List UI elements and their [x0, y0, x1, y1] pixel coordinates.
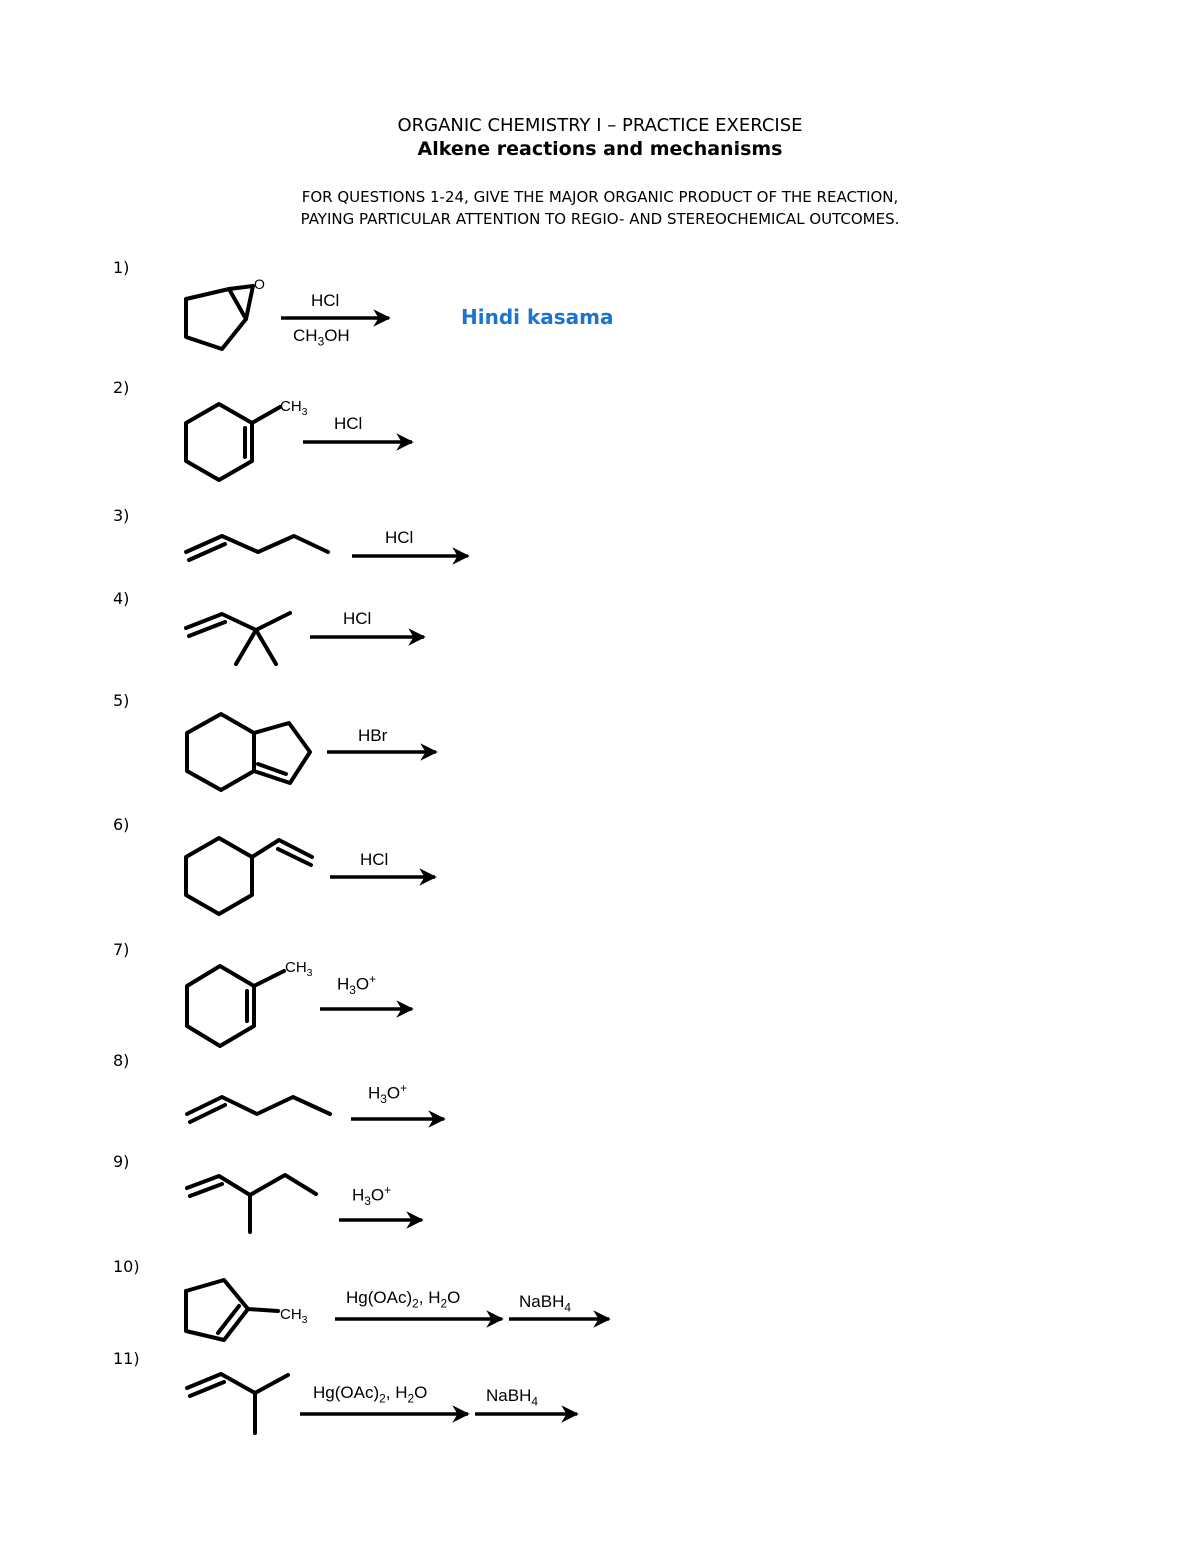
- topic-title: Alkene reactions and mechanisms: [417, 138, 783, 160]
- question-number-2: 2): [113, 378, 130, 397]
- reagent-5: HBr: [358, 726, 388, 745]
- molecule-2-methylcyclohexene: [186, 404, 280, 480]
- question-number-10: 10): [113, 1257, 140, 1276]
- question-number-8: 8): [113, 1051, 130, 1070]
- molecule-11-methylbutene: [187, 1374, 288, 1433]
- molecule-5-bicyclic-alkene: [187, 714, 310, 790]
- methyl-label-10: $CH_3$: [280, 1306, 308, 1326]
- molecule-6-vinylcyclohexane: [186, 838, 312, 914]
- methyl-label-7: $CH_3$: [285, 959, 313, 979]
- question-number-9: 9): [113, 1152, 130, 1171]
- handwritten-note: Hindi kasama: [461, 305, 614, 329]
- course-title: ORGANIC CHEMISTRY I – PRACTICE EXERCISE: [397, 115, 803, 136]
- reagent-11-step2: NaBH$_4$: [486, 1386, 538, 1409]
- reagent-1-above: HCl: [311, 291, 340, 310]
- question-number-3: 3): [113, 506, 130, 525]
- reagent-8: $H_3O^+$: [368, 1081, 408, 1107]
- reagent-6: HCl: [360, 850, 389, 869]
- question-number-5: 5): [113, 691, 130, 710]
- reagent-10-step2: NaBH$_4$: [519, 1292, 571, 1315]
- molecule-10-methylcyclopentene: [186, 1280, 278, 1340]
- reagent-9: $H_3O^+$: [352, 1183, 392, 1209]
- molecule-4-dimethylbutene: [186, 613, 290, 664]
- methyl-label-2: $CH_3$: [280, 398, 308, 418]
- molecule-3-pentene: [186, 536, 328, 560]
- reagent-1-below: $CH_3OH$: [293, 326, 350, 349]
- reagent-11-step1: $Hg(OAc)_2$, $H_2O$: [313, 1383, 428, 1406]
- question-number-1: 1): [113, 258, 130, 277]
- question-number-6: 6): [113, 815, 130, 834]
- question-number-4: 4): [113, 589, 130, 608]
- oxygen-atom-label: O: [254, 276, 265, 292]
- molecule-1-epoxide: [186, 286, 253, 349]
- instruction-line-2: PAYING PARTICULAR ATTENTION TO REGIO- AND STEREOCHEMICAL OUTCOMES.: [300, 210, 900, 228]
- molecule-9-methylpentene: [187, 1175, 316, 1232]
- reagent-2: HCl: [334, 414, 363, 433]
- reagent-7: $H_3O^+$: [337, 972, 377, 998]
- reagent-4: HCl: [343, 609, 372, 628]
- question-number-11: 11): [113, 1349, 140, 1368]
- molecule-8-pentene: [187, 1097, 330, 1122]
- reagent-10-step1: $Hg(OAc)_2$, $H_2O$: [346, 1288, 461, 1311]
- reagent-3: HCl: [385, 528, 414, 547]
- instruction-line-1: FOR QUESTIONS 1-24, GIVE THE MAJOR ORGANIC PRODUCT OF THE REACTION,: [301, 188, 899, 206]
- molecule-7-methylcyclohexene: [187, 966, 284, 1046]
- question-number-7: 7): [113, 940, 130, 959]
